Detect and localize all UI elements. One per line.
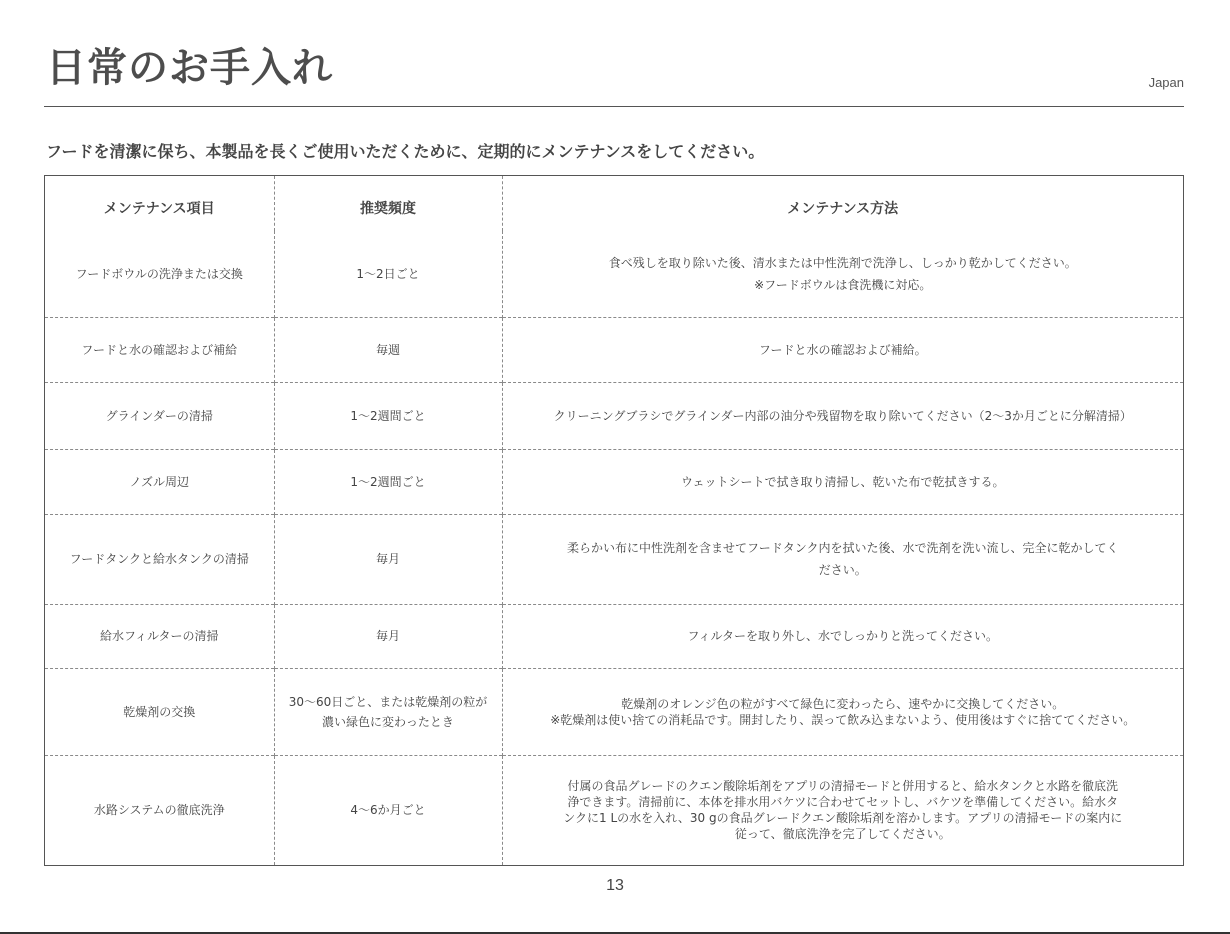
row-method	[502, 604, 1183, 668]
title-divider	[44, 106, 1184, 107]
header-frequency: 推奨頻度	[274, 176, 502, 231]
page-number: 13	[606, 877, 624, 894]
table-row	[45, 514, 1183, 604]
row-method	[502, 755, 1183, 865]
row-item: 給水フィルターの清掃	[45, 604, 274, 668]
method-line: ※乾燥剤は使い捨ての消耗品です。開封したり、誤って飲み込まないよう、使用後はすぐに捨ててください。	[550, 712, 1136, 727]
method-line: 付属の食品グレードのクエン酸除垢剤をアプリの清掃モードと併用すると、給水タンクと水路を徹底洗	[567, 779, 1119, 794]
table-row	[45, 604, 1183, 668]
row-method	[502, 382, 1183, 449]
method-line: 柔らかい布に中性洗剤を含ませてフードタンク内を拭いた後、水で洗剤を洗い流し、完全に乾かしてく	[567, 541, 1119, 555]
row-frequency: 毎月	[274, 604, 502, 668]
table-row	[45, 755, 1183, 865]
row-frequency: 4〜6か月ごと	[274, 755, 502, 865]
row-frequency: 30〜60日ごと、または乾燥剤の粒が濃い緑色に変わったとき	[274, 668, 502, 755]
intro-text: フードを清潔に保ち、本製品を長くご使用いただくために、定期的にメンテナンスをしてください。	[46, 142, 765, 161]
row-item: 乾燥剤の交換	[45, 668, 274, 755]
method-line: フードと水の確認および補給。	[758, 342, 927, 357]
row-method	[502, 514, 1183, 604]
row-frequency: 1〜2日ごと	[274, 231, 502, 317]
method-line: ウェットシートで拭き取り清掃し、乾いた布で乾拭きする。	[680, 474, 1005, 489]
method-line: 従って、徹底洗浄を完了してください。	[734, 827, 951, 842]
method-line: 浄できます。清掃前に、本体を排水用バケツに合わせてセットし、バケツを準備してください。給水タ	[567, 795, 1119, 810]
maintenance-table	[44, 175, 1184, 866]
header-method: メンテナンス方法	[502, 176, 1183, 231]
method-line: ※フードボウルは食洗機に対応。	[754, 277, 932, 292]
table-row	[45, 449, 1183, 514]
method-line: 食べ残しを取り除いた後、清水または中性洗剤で洗浄し、しっかり乾かしてください。	[608, 255, 1077, 270]
method-line: ださい。	[818, 563, 867, 577]
method-line: ンクに1 Lの水を入れ、30 gの食品グレードクエン酸除垢剤を溶かします。アプリの清掃モードの案内に	[563, 811, 1123, 826]
row-method	[502, 317, 1183, 382]
row-item: フードタンクと給水タンクの清掃	[45, 514, 274, 604]
header-item: メンテナンス項目	[103, 200, 215, 217]
table-row	[45, 382, 1183, 449]
row-method	[502, 668, 1183, 755]
table-row	[45, 317, 1183, 382]
row-item: グラインダーの清掃	[45, 382, 274, 449]
row-frequency: 1〜2週間ごと	[274, 382, 502, 449]
row-frequency: 毎月	[274, 514, 502, 604]
table-row	[45, 231, 1183, 317]
method-line: フィルターを取り外し、水でしっかりと洗ってください。	[687, 629, 999, 643]
row-item: ノズル周辺	[45, 449, 274, 514]
row-item: フードボウルの洗浄または交換	[75, 266, 243, 281]
table-header-row	[45, 176, 1183, 231]
method-line: 乾燥剤のオレンジ色の粒がすべて緑色に変わったら、速やかに交換してください。	[621, 696, 1065, 711]
row-frequency: 1〜2週間ごと	[274, 449, 502, 514]
page-title: 日常のお手入れ	[46, 45, 333, 91]
row-item: 水路システムの徹底洗浄	[45, 755, 274, 865]
row-frequency: 毎週	[274, 317, 502, 382]
row-item: フードと水の確認および補給	[45, 317, 274, 382]
region-label: Japan	[1148, 75, 1184, 90]
row-method	[502, 231, 1183, 317]
table-row	[45, 668, 1183, 755]
row-method	[502, 449, 1183, 514]
method-line: クリーニングブラシでグラインダー内部の油分や残留物を取り除いてください（2〜3か月ごとに分解清掃）	[553, 408, 1132, 423]
